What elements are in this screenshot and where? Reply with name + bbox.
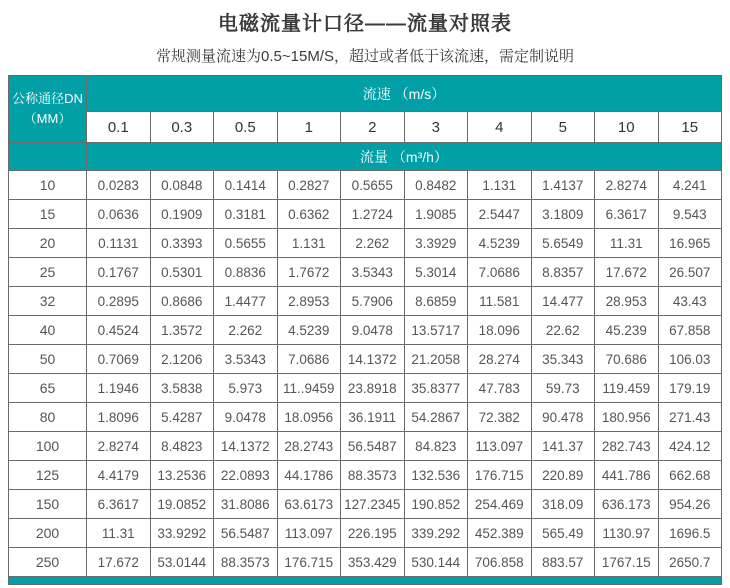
table-row — [9, 461, 722, 490]
flow-value-cell: 4.4179 — [87, 461, 151, 490]
table-row — [9, 519, 722, 548]
flow-value-cell: 0.1131 — [87, 229, 151, 258]
flow-value-cell: 8.8357 — [531, 258, 595, 287]
flow-value-cell: 18.096 — [468, 316, 532, 345]
flow-value-cell: 1.2724 — [341, 200, 405, 229]
velocity-value: 0.3 — [150, 112, 214, 143]
flow-header-spacer — [9, 143, 87, 171]
flow-value-cell: 2.1206 — [150, 345, 214, 374]
page-title: 电磁流量计口径——流量对照表 — [218, 13, 512, 35]
flow-value-cell: 0.3181 — [214, 200, 278, 229]
dn-cell: 100 — [9, 432, 87, 461]
flow-value-cell: 36.1911 — [341, 403, 405, 432]
flow-value-cell: 72.382 — [468, 403, 532, 432]
velocity-value: 10 — [595, 112, 659, 143]
flow-value-cell: 88.3573 — [341, 461, 405, 490]
flow-value-cell: 6.3617 — [87, 490, 151, 519]
footer-band-row — [9, 577, 722, 585]
dn-cell: 65 — [9, 374, 87, 403]
flow-value-cell: 318.09 — [531, 490, 595, 519]
flow-value-cell: 4.241 — [658, 171, 722, 200]
table-row — [9, 403, 722, 432]
dn-cell: 15 — [9, 200, 87, 229]
table-row — [9, 316, 722, 345]
dn-cell: 10 — [9, 171, 87, 200]
flow-value-cell: 21.2058 — [404, 345, 468, 374]
velocity-value: 4 — [468, 112, 532, 143]
table-head — [9, 76, 722, 171]
flow-value-cell: 14.477 — [531, 287, 595, 316]
flow-value-cell: 84.823 — [404, 432, 468, 461]
flow-value-cell: 53.0144 — [150, 548, 214, 577]
flow-value-cell: 59.73 — [531, 374, 595, 403]
dn-cell: 32 — [9, 287, 87, 316]
flow-value-cell: 0.4524 — [87, 316, 151, 345]
flow-value-cell: 5.4287 — [150, 403, 214, 432]
flow-value-cell: 0.5655 — [341, 171, 405, 200]
flow-value-cell: 2.262 — [341, 229, 405, 258]
flow-header: 流量 （m³/h） — [87, 143, 722, 171]
flow-value-cell: 17.672 — [595, 258, 659, 287]
flow-value-cell: 35.8377 — [404, 374, 468, 403]
flow-value-cell: 28.953 — [595, 287, 659, 316]
flow-value-cell: 1.1946 — [87, 374, 151, 403]
flow-value-cell: 452.389 — [468, 519, 532, 548]
flow-value-cell: 883.57 — [531, 548, 595, 577]
table-body — [9, 171, 722, 577]
flow-value-cell: 3.3929 — [404, 229, 468, 258]
flow-value-cell: 271.43 — [658, 403, 722, 432]
table-row — [9, 374, 722, 403]
flow-value-cell: 0.0636 — [87, 200, 151, 229]
flow-value-cell: 14.1372 — [341, 345, 405, 374]
flow-value-cell: 22.62 — [531, 316, 595, 345]
flow-value-cell: 176.715 — [468, 461, 532, 490]
flow-value-cell: 5.7906 — [341, 287, 405, 316]
flow-value-cell: 0.3393 — [150, 229, 214, 258]
flow-value-cell: 5.6549 — [531, 229, 595, 258]
flow-value-cell: 2.5447 — [468, 200, 532, 229]
flow-value-cell: 176.715 — [277, 548, 341, 577]
flow-value-cell: 54.2867 — [404, 403, 468, 432]
flow-value-cell: 3.5343 — [341, 258, 405, 287]
flow-value-cell: 17.672 — [87, 548, 151, 577]
flow-value-cell: 954.26 — [658, 490, 722, 519]
flow-value-cell: 19.0852 — [150, 490, 214, 519]
flow-value-cell: 35.343 — [531, 345, 595, 374]
footer-teal-band — [9, 577, 722, 585]
velocity-value: 0.1 — [87, 112, 151, 143]
flow-value-cell: 8.6859 — [404, 287, 468, 316]
flow-value-cell: 56.5487 — [341, 432, 405, 461]
flow-value-cell: 11.581 — [468, 287, 532, 316]
flow-value-cell: 1.131 — [468, 171, 532, 200]
flow-value-cell: 5.973 — [214, 374, 278, 403]
table-row — [9, 200, 722, 229]
table-row — [9, 229, 722, 258]
flow-value-cell: 9.543 — [658, 200, 722, 229]
velocity-value: 15 — [658, 112, 722, 143]
flow-value-cell: 106.03 — [658, 345, 722, 374]
flow-value-cell: 0.0283 — [87, 171, 151, 200]
flow-value-cell: 0.5301 — [150, 258, 214, 287]
flow-value-cell: 180.956 — [595, 403, 659, 432]
flow-value-cell: 1.7672 — [277, 258, 341, 287]
velocity-values-row — [9, 112, 722, 143]
flow-value-cell: 33.9292 — [150, 519, 214, 548]
flow-value-cell: 0.6362 — [277, 200, 341, 229]
flow-value-cell: 1.9085 — [404, 200, 468, 229]
corner-header — [9, 76, 87, 143]
flow-value-cell: 424.12 — [658, 432, 722, 461]
flow-value-cell: 0.5655 — [214, 229, 278, 258]
flow-value-cell: 1.3572 — [150, 316, 214, 345]
flow-value-cell: 179.19 — [658, 374, 722, 403]
flow-value-cell: 70.686 — [595, 345, 659, 374]
flow-value-cell: 530.144 — [404, 548, 468, 577]
flow-value-cell: 14.1372 — [214, 432, 278, 461]
flow-value-cell: 254.469 — [468, 490, 532, 519]
flow-value-cell: 5.3014 — [404, 258, 468, 287]
flow-value-cell: 0.8686 — [150, 287, 214, 316]
flow-value-cell: 141.37 — [531, 432, 595, 461]
velocity-value: 5 — [531, 112, 595, 143]
flow-value-cell: 2650.7 — [658, 548, 722, 577]
dn-cell: 250 — [9, 548, 87, 577]
dn-cell: 200 — [9, 519, 87, 548]
flow-value-cell: 0.8836 — [214, 258, 278, 287]
flow-value-cell: 706.858 — [468, 548, 532, 577]
flow-value-cell: 441.786 — [595, 461, 659, 490]
flow-value-cell: 190.852 — [404, 490, 468, 519]
flow-value-cell: 2.8953 — [277, 287, 341, 316]
velocity-value: 0.5 — [214, 112, 278, 143]
flow-value-cell: 132.536 — [404, 461, 468, 490]
dn-cell: 40 — [9, 316, 87, 345]
flow-value-cell: 4.5239 — [468, 229, 532, 258]
flow-value-cell: 119.459 — [595, 374, 659, 403]
flow-value-cell: 28.274 — [468, 345, 532, 374]
velocity-header-row — [9, 76, 722, 112]
flow-value-cell: 220.89 — [531, 461, 595, 490]
flow-value-cell: 8.4823 — [150, 432, 214, 461]
dn-cell: 20 — [9, 229, 87, 258]
flow-value-cell: 11.31 — [87, 519, 151, 548]
flow-value-cell: 22.0893 — [214, 461, 278, 490]
table-row — [9, 432, 722, 461]
flow-value-cell: 127.2345 — [341, 490, 405, 519]
flow-value-cell: 0.2827 — [277, 171, 341, 200]
flow-value-cell: 1767.15 — [595, 548, 659, 577]
flow-value-cell: 44.1786 — [277, 461, 341, 490]
flow-value-cell: 18.0956 — [277, 403, 341, 432]
flow-value-cell: 0.2895 — [87, 287, 151, 316]
velocity-value: 3 — [404, 112, 468, 143]
flow-value-cell: 2.262 — [214, 316, 278, 345]
flow-value-cell: 63.6173 — [277, 490, 341, 519]
flow-value-cell: 2.8274 — [595, 171, 659, 200]
flow-value-cell: 9.0478 — [214, 403, 278, 432]
flow-value-cell: 3.5343 — [214, 345, 278, 374]
flow-value-cell: 31.8086 — [214, 490, 278, 519]
velocity-value: 2 — [341, 112, 405, 143]
flow-value-cell: 0.1767 — [87, 258, 151, 287]
flow-value-cell: 11..9459 — [277, 374, 341, 403]
flow-value-cell: 88.3573 — [214, 548, 278, 577]
flow-value-cell: 13.5717 — [404, 316, 468, 345]
flow-value-cell: 113.097 — [468, 432, 532, 461]
table-row — [9, 490, 722, 519]
flow-value-cell: 282.743 — [595, 432, 659, 461]
page-subtitle: 常规测量流速为0.5~15M/S，超过或者低于该流速，需定制说明 — [156, 48, 574, 65]
flow-value-cell: 1130.97 — [595, 519, 659, 548]
flow-value-cell: 0.1909 — [150, 200, 214, 229]
flow-value-cell: 226.195 — [341, 519, 405, 548]
flow-value-cell: 13.2536 — [150, 461, 214, 490]
flow-value-cell: 11.31 — [595, 229, 659, 258]
velocity-value: 1 — [277, 112, 341, 143]
flow-value-cell: 636.173 — [595, 490, 659, 519]
velocity-header: 流速 （m/s） — [87, 76, 722, 112]
flow-value-cell: 0.1414 — [214, 171, 278, 200]
table-row — [9, 287, 722, 316]
flow-value-cell: 1.131 — [277, 229, 341, 258]
flow-value-cell: 43.43 — [658, 287, 722, 316]
table-row — [9, 548, 722, 577]
flow-value-cell: 565.49 — [531, 519, 595, 548]
flow-header-row — [9, 143, 722, 171]
flow-value-cell: 113.097 — [277, 519, 341, 548]
corner-header-line2: （MM） — [23, 111, 72, 126]
flow-value-cell: 0.7069 — [87, 345, 151, 374]
table-row — [9, 345, 722, 374]
corner-header-line1: 公称通径DN — [12, 90, 83, 106]
flow-value-cell: 6.3617 — [595, 200, 659, 229]
flow-value-cell: 3.1809 — [531, 200, 595, 229]
flow-value-cell: 47.783 — [468, 374, 532, 403]
flow-value-cell: 16.965 — [658, 229, 722, 258]
flow-value-cell: 90.478 — [531, 403, 595, 432]
table-foot — [9, 577, 722, 585]
flow-value-cell: 662.68 — [658, 461, 722, 490]
flow-value-cell: 1.4137 — [531, 171, 595, 200]
flow-value-cell: 1.8096 — [87, 403, 151, 432]
flow-value-cell: 1696.5 — [658, 519, 722, 548]
flow-value-cell: 56.5487 — [214, 519, 278, 548]
flow-value-cell: 67.858 — [658, 316, 722, 345]
flow-value-cell: 4.5239 — [277, 316, 341, 345]
flow-value-cell: 0.8482 — [404, 171, 468, 200]
flow-value-cell: 45.239 — [595, 316, 659, 345]
flow-value-cell: 2.8274 — [87, 432, 151, 461]
flow-value-cell: 7.0686 — [468, 258, 532, 287]
flow-value-cell: 353.429 — [341, 548, 405, 577]
dn-cell: 150 — [9, 490, 87, 519]
flow-value-cell: 3.5838 — [150, 374, 214, 403]
flow-value-cell: 0.0848 — [150, 171, 214, 200]
flow-value-cell: 1.4477 — [214, 287, 278, 316]
flow-value-cell: 28.2743 — [277, 432, 341, 461]
flow-comparison-table — [8, 75, 722, 585]
dn-cell: 80 — [9, 403, 87, 432]
flow-value-cell: 339.292 — [404, 519, 468, 548]
dn-cell: 50 — [9, 345, 87, 374]
flow-value-cell: 7.0686 — [277, 345, 341, 374]
table-row — [9, 171, 722, 200]
flow-value-cell: 23.8918 — [341, 374, 405, 403]
flow-value-cell: 26.507 — [658, 258, 722, 287]
flow-value-cell: 9.0478 — [341, 316, 405, 345]
dn-cell: 125 — [9, 461, 87, 490]
dn-cell: 25 — [9, 258, 87, 287]
table-row — [9, 258, 722, 287]
